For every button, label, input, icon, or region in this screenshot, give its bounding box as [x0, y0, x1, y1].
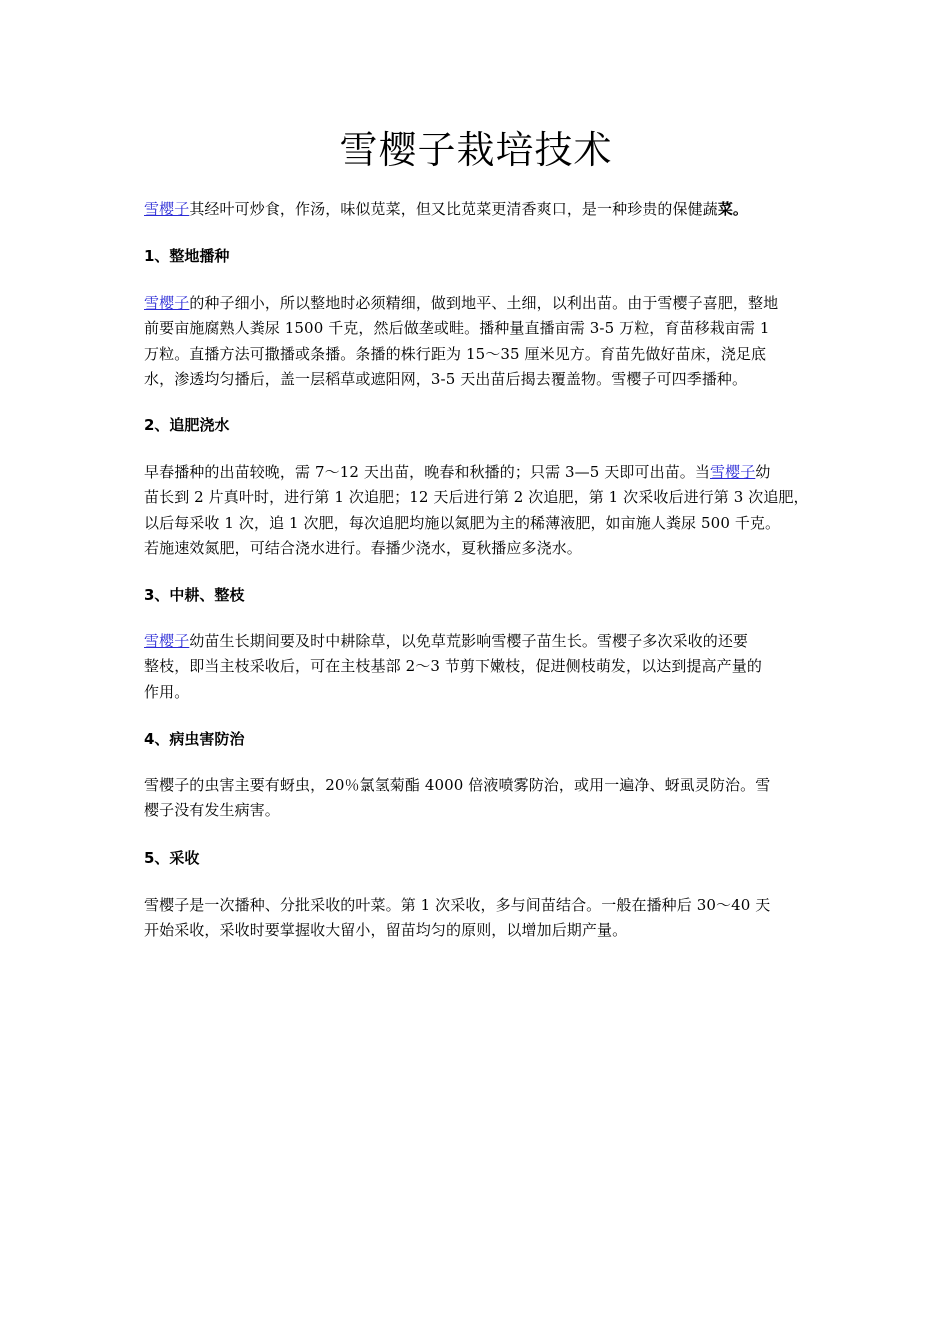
section-3-line-2: 整枝，即当主枝采收后，可在主枝基部 2～3 节剪下嫩枝，促进侧枝萌发，以达到提高产量的 [144, 657, 762, 676]
section-2-line-1: 早春播种的出苗较晚，需 7～12 天出苗，晚春和秋播的；只需 3—5 天即可出苗。当雪樱子幼 [144, 463, 771, 481]
section-5-line-1: 雪樱子是一次播种、分批采收的叶菜。第 1 次采收，多与间苗结合。一般在播种后 30～40 天 [144, 896, 771, 914]
section-3-line-3: 作用。 [144, 682, 190, 701]
intro-text: 其经叶可炒食，作汤，味似苋菜，但又比苋菜更清香爽口，是一种珍贵的保健蔬 [189, 200, 718, 218]
intro-bold: 菜。 [717, 200, 749, 218]
section-heading-5: 5、采收 [144, 849, 200, 867]
section-3-line-1: 雪樱子幼苗生长期间要及时中耕除草，以免草荒影响雪樱子苗生长。雪樱子多次采收的还要 [144, 632, 749, 650]
section-body-2 [144, 460, 816, 561]
section-body-4 [144, 773, 816, 824]
section-1-line-2: 前要亩施腐熟人粪尿 1500 千克，然后做垄或畦。播种量直播亩需 3-5 万粒，育苗移栽亩需 1 [144, 319, 770, 338]
section-heading-3: 3、中耕、整枝 [144, 586, 245, 604]
section-body-1 [144, 291, 816, 392]
section-2-link[interactable]: 雪樱子 [710, 463, 756, 481]
section-1-line-3: 万粒。直播方法可撒播或条播。条播的株行距为 15～35 厘米见方。育苗先做好苗床，浇足底 [144, 344, 767, 363]
section-1-line-1: 雪樱子的种子细小，所以整地时必须精细，做到地平、土细，以利出苗。由于雪樱子喜肥，整地 [144, 294, 779, 312]
section-body-3 [144, 629, 816, 705]
section-heading-2: 2、追肥浇水 [144, 416, 230, 434]
section-2-line-2: 苗长到 2 片真叶时，进行第 1 次追肥；12 天后进行第 2 次追肥，第 1 次采收后进行第 3 次追肥， [144, 488, 809, 507]
section-1-line-4: 水，渗透均匀播后，盖一层稻草或遮阳网，3-5 天出苗后揭去覆盖物。雪樱子可四季播种。 [144, 369, 748, 388]
section-2-line-3: 以后每采收 1 次，追 1 次肥，每次追肥均施以氮肥为主的稀薄液肥，如亩施人粪尿 500 千克。 [144, 513, 781, 532]
section-2-line-4: 若施速效氮肥，可结合浇水进行。春播少浇水，夏秋播应多浇水。 [144, 538, 582, 557]
section-heading-1: 1、整地播种 [144, 247, 230, 265]
intro-link[interactable]: 雪樱子 [144, 200, 190, 218]
section-4-line-2: 樱子没有发生病害。 [144, 801, 280, 820]
section-4-line-1: 雪樱子的虫害主要有蚜虫，20％氯氢菊酯 4000 倍液喷雾防治，或用一遍净、蚜虱灵防治。雪 [144, 776, 771, 794]
page-title: 雪樱子栽培技术 [339, 128, 613, 172]
section-1-link[interactable]: 雪樱子 [144, 294, 190, 312]
section-body-5 [144, 893, 816, 944]
section-heading-4: 4、病虫害防治 [144, 730, 245, 748]
section-5-line-2: 开始采收，采收时要掌握收大留小，留苗均匀的原则，以增加后期产量。 [144, 921, 628, 940]
intro-paragraph [144, 197, 816, 222]
section-3-link[interactable]: 雪樱子 [144, 632, 190, 650]
